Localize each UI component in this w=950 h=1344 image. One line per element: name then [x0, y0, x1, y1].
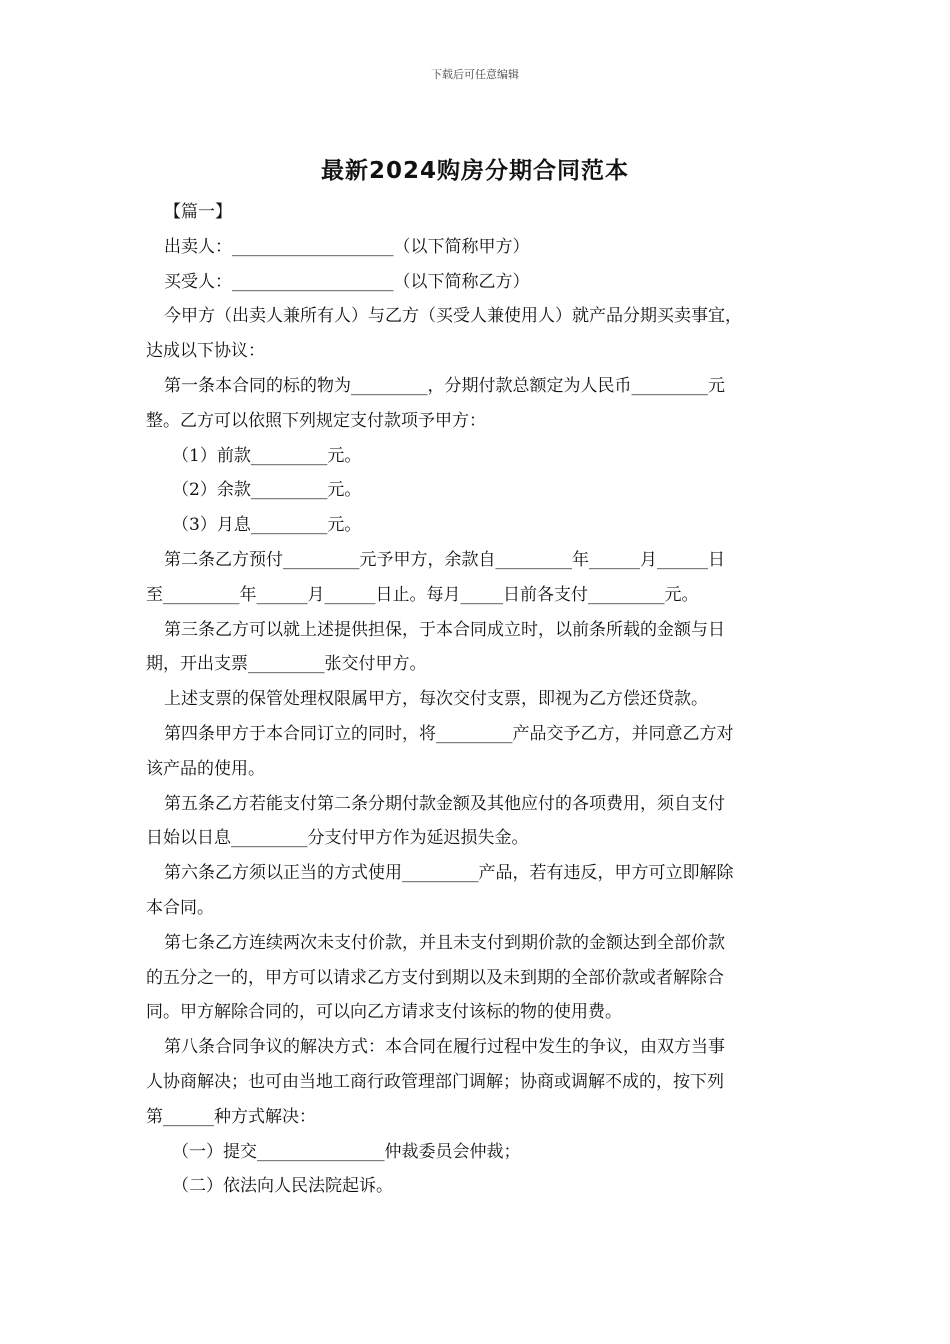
section-label: 【篇一】 — [164, 202, 232, 222]
paragraph-line: 达成以下协议： — [146, 341, 265, 362]
article-3-line: 第三条乙方可以就上述提供担保，于本合同成立时，以前条所载的金额与日 — [164, 619, 725, 640]
paragraph-line: 该产品的使用。 — [146, 758, 265, 779]
paragraph-line: 整。乙方可以依照下列规定支付款项予甲方： — [146, 410, 486, 431]
paragraph-line: 期，开出支票_________张交付甲方。 — [146, 654, 427, 675]
article-8-line: 第八条合同争议的解决方式：本合同在履行过程中发生的争议，由双方当事 — [164, 1037, 725, 1058]
article-4-line: 第四条甲方于本合同订立的同时，将_________产品交予乙方，并同意乙方对 — [164, 723, 734, 744]
list-item: （一）提交_______________仲裁委员会仲裁； — [172, 1141, 521, 1162]
paragraph-line: 上述支票的保管处理权限属甲方，每次交付支票，即视为乙方偿还贷款。 — [164, 689, 708, 710]
list-item: （二）依法向人民法院起诉。 — [172, 1176, 393, 1197]
paragraph-line: 日始以日息_________分支付甲方作为延迟损失金。 — [146, 828, 529, 849]
article-5-line: 第五条乙方若能支付第二条分期付款金额及其他应付的各项费用，须自支付 — [164, 793, 725, 814]
document-body — [146, 195, 814, 1204]
list-item: （1）前款_________元。 — [172, 445, 362, 466]
header-note: 下载后可任意编辑 — [431, 68, 519, 81]
paragraph-line: 至_________年______月______日止。每月_____日前各支付_________元。 — [146, 584, 699, 605]
paragraph-line: 人协商解决；也可由当地工商行政管理部门调解；协商或调解不成的，按下列 — [146, 1071, 724, 1092]
list-item: （3）月息_________元。 — [172, 515, 362, 536]
article-2-line: 第二条乙方预付_________元予甲方，余款自_________年______月______日 — [164, 549, 725, 570]
paragraph-line: 本合同。 — [146, 897, 214, 918]
paragraph-line: 同。甲方解除合同的，可以向乙方请求支付该标的物的使用费。 — [146, 1002, 622, 1023]
list-item: （2）余款_________元。 — [172, 480, 362, 501]
article-1-line: 第一条本合同的标的物为_________，分期付款总额定为人民币_________元 — [164, 375, 725, 396]
paragraph-line: 第______种方式解决： — [146, 1106, 316, 1127]
buyer-line: 买受人：___________________（以下简称乙方） — [164, 271, 530, 292]
document-title: 最新2024购房分期合同范本 — [320, 158, 629, 184]
paragraph-line: 的五分之一的，甲方可以请求乙方支付到期以及未到期的全部价款或者解除合 — [146, 967, 724, 988]
paragraph-line: 今甲方（出卖人兼所有人）与乙方（买受人兼使用人）就产品分期买卖事宜， — [164, 306, 742, 327]
article-6-line: 第六条乙方须以正当的方式使用_________产品，若有违反，甲方可立即解除 — [164, 863, 734, 884]
article-7-line: 第七条乙方连续两次未支付价款，并且未支付到期价款的金额达到全部价款 — [164, 932, 725, 953]
seller-line: 出卖人：___________________（以下简称甲方） — [164, 236, 530, 257]
